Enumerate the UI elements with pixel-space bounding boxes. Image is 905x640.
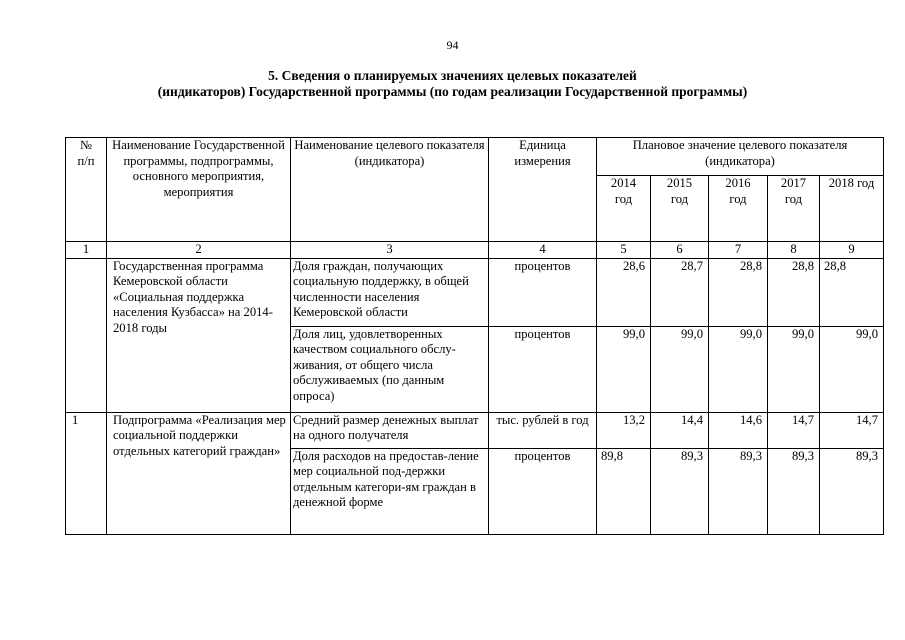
row-number [66,258,107,412]
column-number: 8 [768,242,820,259]
indicators-table [65,137,884,535]
table-row [66,258,884,326]
value-2017: 89,3 [768,448,820,534]
header-year: 2015 год [651,176,709,242]
header-year: 2018 год [820,176,884,242]
value-2016: 99,0 [709,326,768,412]
indicator-name: Доля граждан, получающих социальную поддержку, в общей численности населения Кемеровской области [291,258,489,326]
header-indicator: Наименование целевого показателя (индикатора) [291,138,489,242]
value-2018: 89,3 [820,448,884,534]
header-row [66,138,884,176]
value-2015: 28,7 [651,258,709,326]
header-unit: Единица измерения [489,138,597,242]
indicator-name: Доля расходов на предостав-ление мер социальной под-держки отдельным категори-ям граждан в денежной форме [291,448,489,534]
unit-cell: процентов [489,326,597,412]
value-2018: 99,0 [820,326,884,412]
header-year: 2016 год [709,176,768,242]
unit-cell: процентов [489,448,597,534]
program-name: Подпрограмма «Реализация мер социальной поддержки отдельных категорий граждан» [107,412,291,534]
value-2014: 89,8 [597,448,651,534]
value-2018: 28,8 [820,258,884,326]
indicator-name: Средний размер денежных выплат на одного получателя [291,412,489,448]
column-number: 4 [489,242,597,259]
unit-cell: тыс. рублей в год [489,412,597,448]
value-2015: 99,0 [651,326,709,412]
header-num: № п/п [66,138,107,242]
title-line-1: 5. Сведения о планируемых значениях целевых показателей [268,68,637,83]
value-2015: 89,3 [651,448,709,534]
column-number: 7 [709,242,768,259]
column-number: 3 [291,242,489,259]
header-program: Наименование Государственной программы, подпрограммы, основного мероприятия, мероприятия [107,138,291,242]
value-2017: 28,8 [768,258,820,326]
value-2016: 28,8 [709,258,768,326]
unit-cell: процентов [489,258,597,326]
column-numbers-row [66,242,884,259]
indicator-name: Доля лиц, удовлетворенных качеством социального обслу-живания, от общего числа обслуживаемых (по данным опроса) [291,326,489,412]
value-2015: 14,4 [651,412,709,448]
value-2014: 99,0 [597,326,651,412]
value-2014: 13,2 [597,412,651,448]
row-number: 1 [66,412,107,534]
value-2014: 28,6 [597,258,651,326]
column-number: 6 [651,242,709,259]
section-title [0,68,905,100]
column-number: 1 [66,242,107,259]
title-line-2: (индикаторов) Государственной программы (по годам реализации Государственной программы) [157,84,748,99]
value-2016: 14,6 [709,412,768,448]
column-number: 9 [820,242,884,259]
value-2016: 89,3 [709,448,768,534]
column-number: 5 [597,242,651,259]
column-number: 2 [107,242,291,259]
value-2017: 14,7 [768,412,820,448]
page-number: 94 [446,38,459,52]
program-name: Государственная программа Кемеровской области «Социальная поддержка населения Кузбасса» на 2014-2018 годы [107,258,291,412]
value-2017: 99,0 [768,326,820,412]
header-plan: Плановое значение целевого показателя (индикатора) [597,138,884,176]
table-row [66,412,884,448]
header-year: 2014 год [597,176,651,242]
header-year: 2017 год [768,176,820,242]
value-2018: 14,7 [820,412,884,448]
